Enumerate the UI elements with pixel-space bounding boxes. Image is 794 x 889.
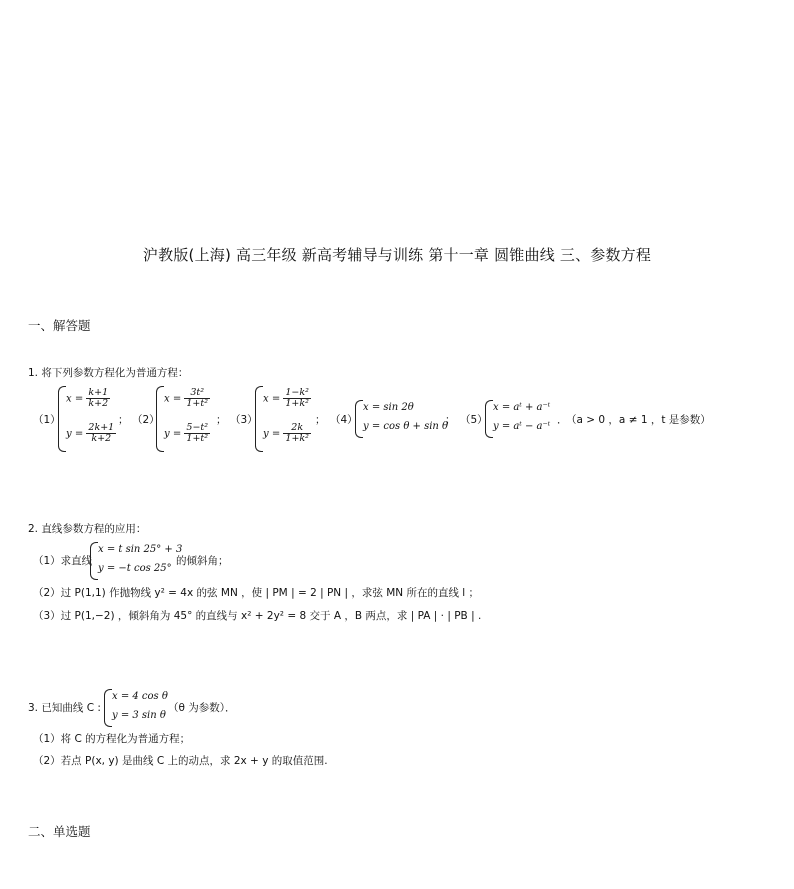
q3-stem (0, 688, 794, 728)
q1-item1-label: （1） (33, 414, 61, 426)
q1-item1-sep: ； (118, 414, 129, 426)
q1-stem: 1. 将下列参数方程化为普通方程： (28, 367, 189, 379)
q3-system: x = 4 cos θ y = 3 sin θ (104, 689, 166, 727)
q1-note: （a > 0 ，a ≠ 1 ，t 是参数） (566, 414, 711, 426)
q2-part3: （3）过 P(1,−2) ，倾斜角为 45° 的直线与 x² + 2y² = 8 交于 A ，B 两点，求 | PA | · | PB | . (33, 610, 482, 622)
q1-item2-sep: ； (216, 414, 227, 426)
q1-item4-label: （4） (330, 414, 358, 426)
q1-item5-system: x = aᵗ + a⁻ᵗ y = aᵗ − a⁻ᵗ (485, 400, 557, 438)
page-title: 沪教版(上海) 高三年级 新高考辅导与训练 第十一章 圆锥曲线 三、参数方程 (142, 246, 652, 264)
q1-item3-system: x = $\frac{\text{1−k²}}{\text{1+k²}}$ y = $\frac{2k}{\text{1+k²}}$ (255, 386, 315, 452)
q1-item5-label: （5） (460, 414, 488, 426)
q1-item2-system: x = $\frac{\text{3t²}}{\text{1+t²}}$ y = $\frac{\text{5−t²}}{\text{1+t²}}$ (156, 386, 216, 452)
q2-part1-tail: 的倾斜角； (176, 555, 229, 567)
q1-item1-system: x = $\frac{k+1}{k+2}$ y = $\frac{2k+1}{k+2}$ (58, 386, 118, 452)
q1-item4-system: x = sin 2θ y = cos θ + sin θ (355, 400, 445, 438)
q2-part1-label: （1）求直线 (33, 555, 93, 567)
section-heading-1: 一、解答题 (28, 318, 91, 333)
q2-part2: （2）过 P(1,1) 作抛物线 y² = 4x 的弦 MN ，使 | PM | = 2 | PN | ，求弦 MN 所在的直线 l ； (33, 587, 480, 599)
q1-item4-sep: ； (445, 414, 456, 426)
q3-part1: （1）将 C 的方程化为普通方程； (33, 733, 191, 745)
q3-stem-head: 3. 已知曲线 C : (28, 702, 101, 714)
q2-part1 (0, 540, 794, 582)
q2-stem: 2. 直线参数方程的应用： (28, 523, 147, 535)
q3-part2: （2）若点 P(x, y) 是曲线 C 上的动点，求 2x + y 的取值范围. (33, 755, 328, 767)
q1-item3-sep: ； (315, 414, 326, 426)
q3-stem-tail: （θ 为参数）． (168, 702, 236, 714)
section-heading-2: 二、单选题 (28, 824, 91, 839)
q1-item3-label: （3） (230, 414, 258, 426)
q1-item2-label: （2） (132, 414, 160, 426)
q2-part1-system: x = t sin 25° + 3 y = −t cos 25° (90, 542, 178, 580)
q1-items (0, 382, 794, 457)
q1-item5-sep: ． (557, 414, 568, 426)
